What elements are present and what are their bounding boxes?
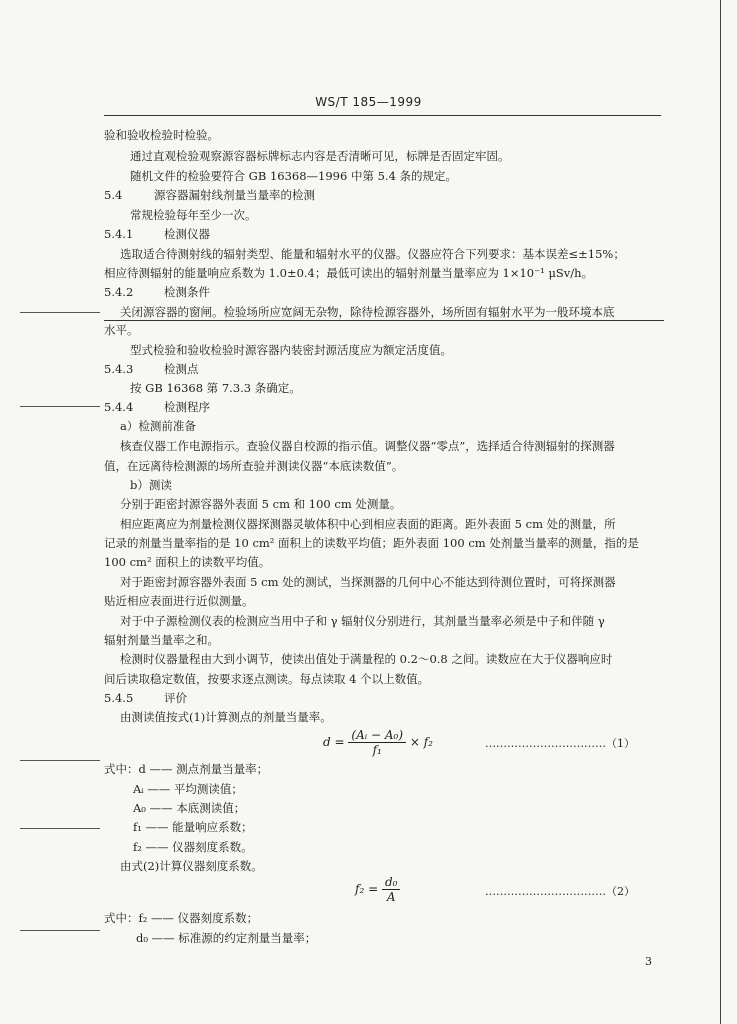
formula-2: f₂ = $\frac{\text{d₀}}{A}$ <box>355 875 400 904</box>
text-line: d₀ —— 标准源的约定剂量当量率； <box>136 931 317 945</box>
section-heading: 5.4.2 检测条件 <box>104 285 210 299</box>
margin-rule <box>20 406 100 407</box>
text-line: f₂ —— 仪器刻度系数。 <box>133 840 253 854</box>
text-line: 由测读值按式(1)计算测点的剂量当量率。 <box>120 710 332 724</box>
section-heading: 5.4.5 评价 <box>104 691 187 705</box>
text-line: 按 GB 16368 第 7.3.3 条确定。 <box>130 381 301 395</box>
text-line: a）检测前准备 <box>120 419 196 433</box>
section-heading: 5.4.1 检测仪器 <box>104 227 210 241</box>
text-line: 检测时仪器量程由大到小调节，使读出值处于满量程的 0.2～0.8 之间。读数应在大于仪器响应时 <box>120 652 613 666</box>
underline-mark <box>104 320 664 321</box>
text-line: 相应待测辐射的能量响应系数为 1.0±0.4；最低可读出的辐射剂量当量率应为 1×10⁻¹ μSv/h。 <box>104 266 594 280</box>
text-line: 常规检验每年至少一次。 <box>130 208 257 222</box>
text-line: 分别于距密封源容器外表面 5 cm 和 100 cm 处测量。 <box>120 497 402 511</box>
text-line: 对于中子源检测仪表的检测应当用中子和 γ 辐射仪分别进行，其剂量当量率必须是中子和伴随 γ <box>120 614 605 628</box>
text-line: 辐射剂量当量率之和。 <box>104 633 219 647</box>
equation-number-1: ……………………………（1） <box>485 737 635 750</box>
page-edge <box>720 0 721 1024</box>
formula-1-fraction: $\frac{\text{(Aᵢ − A₀)}}{\text{f₁}}$ <box>348 728 406 757</box>
section-heading: 5.4 源容器漏射线剂量当量率的检测 <box>104 188 315 202</box>
text-line: f₁ —— 能量响应系数； <box>133 820 253 834</box>
text-line: 对于距密封源容器外表面 5 cm 处的测试，当探测器的几何中心不能达到待测位置时，可将探测器 <box>120 575 616 589</box>
text-line: Aᵢ —— 平均测读值； <box>133 782 243 796</box>
text-line: 式中：f₂ —— 仪器刻度系数； <box>104 911 259 925</box>
text-line: 相应距离应为剂量检测仪器探测器灵敏体积中心到相应表面的距离。距外表面 5 cm 处的测量，所 <box>120 517 616 531</box>
margin-rule <box>20 760 100 761</box>
text-line: A₀ —— 本底测读值； <box>133 801 246 815</box>
formula-2-fraction: $\frac{\text{d₀}}{A}$ <box>382 875 401 904</box>
text-line: 选取适合待测射线的辐射类型、能量和辐射水平的仪器。仪器应符合下列要求：基本误差≤±15%； <box>120 247 625 261</box>
text-line: 型式检验和验收检验时源容器内装密封源活度应为额定活度值。 <box>130 343 452 357</box>
text-line: 关闭源容器的窗闸。检验场所应宽阔无杂物，除待检源容器外，场所固有辐射水平为一般环境本底 <box>120 305 615 319</box>
text-line: 值，在远离待检测源的场所查验并测读仪器“本底读数值”。 <box>104 459 404 473</box>
margin-rule <box>20 930 100 931</box>
equation-number-2: ……………………………（2） <box>485 885 635 898</box>
text-line: 随机文件的检验要符合 GB 16368—1996 中第 5.4 条的规定。 <box>130 169 458 183</box>
text-line: 通过直观检验观察源容器标牌标志内容是否清晰可见，标牌是否固定牢固。 <box>130 149 510 163</box>
text-line: 验和验收检验时检验。 <box>104 128 219 142</box>
text-line: 间后读取稳定数值，按要求逐点测读。每点读取 4 个以上数值。 <box>104 672 430 686</box>
text-line: 核查仪器工作电源指示。查验仪器自校源的指示值。调整仪器“零点”，选择适合待测辐射的探测器 <box>120 439 615 453</box>
text-line: 由式(2)计算仪器刻度系数。 <box>120 859 263 873</box>
section-heading: 5.4.3 检测点 <box>104 362 199 376</box>
text-line: 贴近相应表面进行近似测量。 <box>104 594 254 608</box>
margin-rule <box>20 312 100 313</box>
section-heading: 5.4.4 检测程序 <box>104 400 210 414</box>
margin-rule <box>20 828 100 829</box>
header-rule <box>104 115 661 116</box>
formula-1: d = $\frac{\text{(Aᵢ − A₀)}}{\text{f₁}}$ × f₂ <box>323 728 433 757</box>
text-line: 100 cm² 面积上的读数平均值。 <box>104 555 271 569</box>
text-line: 式中：d —— 测点剂量当量率； <box>104 762 269 776</box>
text-line: 水平。 <box>104 323 139 337</box>
text-line: b）测读 <box>130 478 172 492</box>
text-line: 记录的剂量当量率指的是 10 cm² 面积上的读数平均值；距外表面 100 cm 处剂量当量率的测量，指的是 <box>104 536 639 550</box>
page-number: 3 <box>645 955 652 968</box>
page-header: WS/T 185—1999 <box>315 95 422 109</box>
